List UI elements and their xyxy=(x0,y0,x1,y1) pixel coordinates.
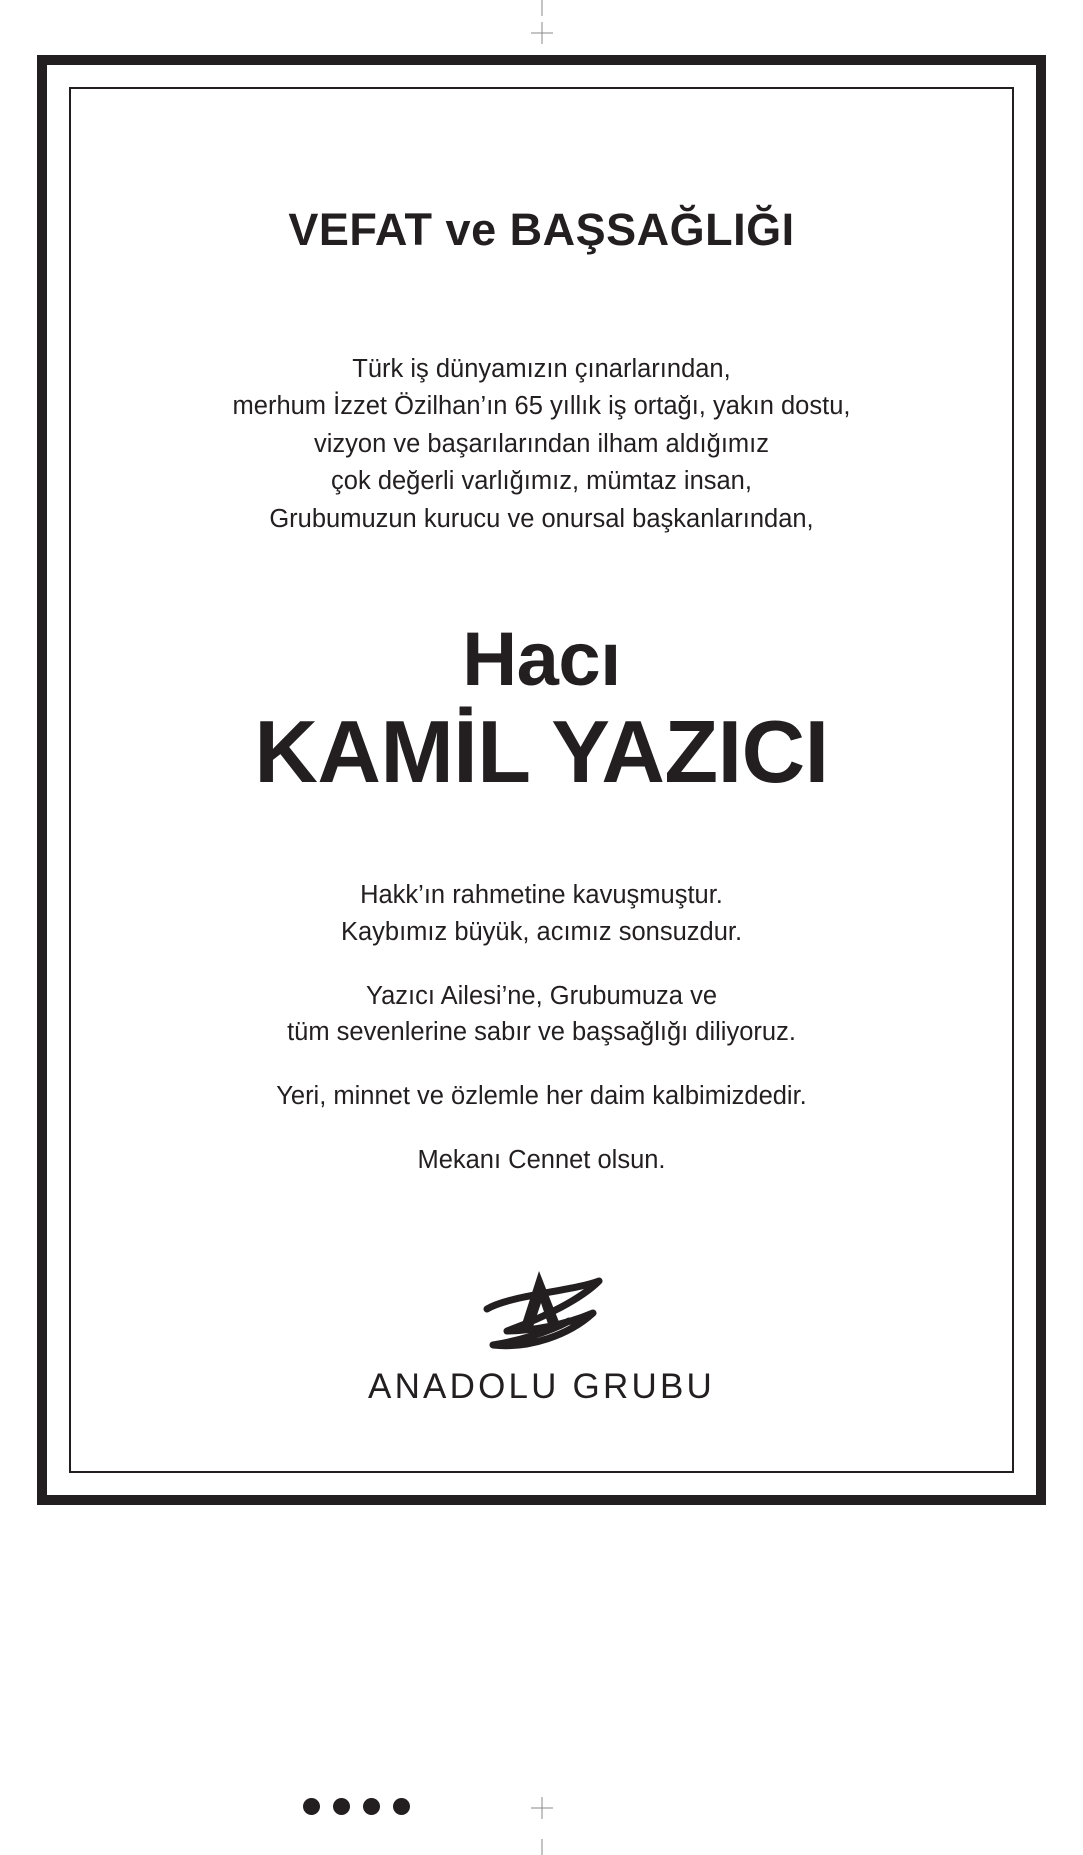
intro-line: vizyon ve başarılarından ilham aldığımız xyxy=(314,429,769,458)
condolence-line: Yazıcı Ailesi’ne, Grubumuza ve xyxy=(365,981,718,1010)
condolence-line: Yeri, minnet ve özlemle her daim kalbimizdedir. xyxy=(276,1082,807,1111)
condolence-line: Kaybımız büyük, acımız sonsuzdur. xyxy=(340,917,743,946)
color-dot xyxy=(393,1798,410,1815)
intro-text xyxy=(132,351,952,538)
company-logo xyxy=(368,1265,715,1407)
deceased-name: KAMİL YAZICI xyxy=(254,702,829,802)
condolence-paragraph xyxy=(112,1078,972,1115)
condolence-text xyxy=(112,877,972,1178)
crop-tick-top xyxy=(541,0,542,16)
page-title: VEFAT ve BAŞSAĞLIĞI xyxy=(288,204,795,255)
condolence-paragraph xyxy=(112,877,972,950)
registration-cross-icon-bottom xyxy=(531,1797,553,1819)
condolence-paragraph xyxy=(112,1142,972,1179)
color-dot xyxy=(303,1798,320,1815)
intro-line: merhum İzzet Özilhan’ın 65 yıllık iş ortağı, yakın dostu, xyxy=(232,392,851,421)
deceased-honorific: Hacı xyxy=(462,617,621,703)
intro-line: Grubumuzun kurucu ve onursal başkanlarından, xyxy=(269,504,814,533)
condolence-paragraph xyxy=(112,978,972,1051)
condolence-line: tüm sevenlerine sabır ve başsağlığı diliyoruz. xyxy=(287,1018,796,1047)
condolence-line: Hakk’ın rahmetine kavuşmuştur. xyxy=(360,881,723,910)
registration-cross-icon-top xyxy=(531,22,553,44)
obituary-ad-frame xyxy=(37,55,1046,1505)
intro-line: çok değerli varlığımız, mümtaz insan, xyxy=(331,467,752,496)
intro-line: Türk iş dünyamızın çınarlarından, xyxy=(352,355,731,383)
crop-tick-bottom xyxy=(541,1839,542,1855)
color-dot xyxy=(333,1798,350,1815)
print-color-dots xyxy=(303,1798,410,1815)
color-dot xyxy=(363,1798,380,1815)
deceased-name-block xyxy=(254,617,829,802)
condolence-line: Mekanı Cennet olsun. xyxy=(417,1145,666,1174)
obituary-ad-inner xyxy=(69,87,1014,1473)
company-name: ANADOLU GRUBU xyxy=(368,1366,715,1406)
anadolu-grubu-logo-icon xyxy=(477,1265,607,1357)
